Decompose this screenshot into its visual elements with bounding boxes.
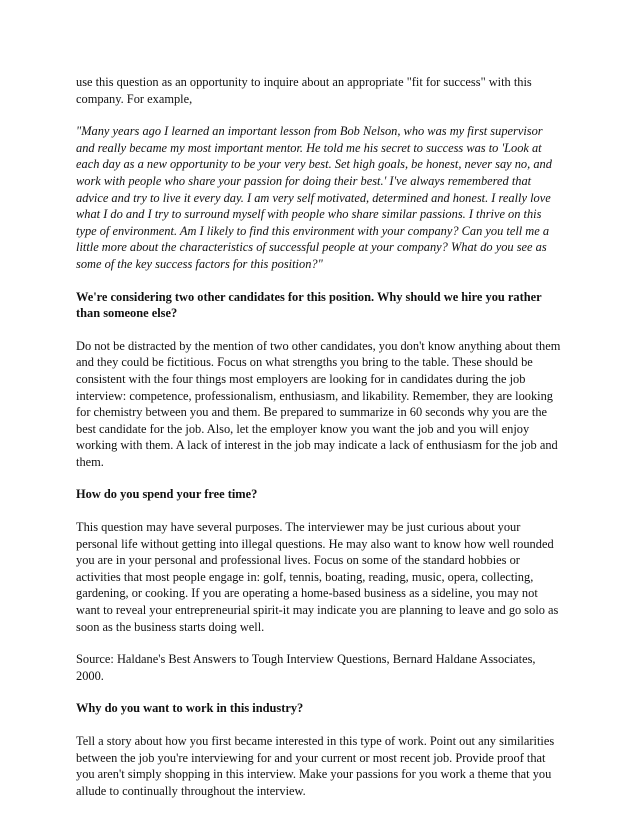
question-heading-other-candidates: We're considering two other candidates for this position. Why should we hire you rather than someone else? xyxy=(76,289,542,321)
question-heading-industry: Why do you want to work in this industry? xyxy=(76,701,304,716)
answer-paragraph-industry: Tell a story about how you first became interested in this type of work. Point out any similarities between the job you're interviewing for and your current or most recent job. Provide proof that you aren't simply shopping in this interview. Make your passions for you work a theme that you allude to continually throughout the interview. xyxy=(76,734,555,798)
answer-paragraph-free-time: This question may have several purposes. The interviewer may be just curious about your personal life without getting into illegal questions. He may also want to know how well rounded you are in your personal and professional lives. Focus on some of the standard hobbies or activities that most people engage in: golf, tennis, boating, reading, music, opera, collecting, gardening, or cooking. If you are operating a home-based business as a sideline, you may not want to reveal your entrepreneurial spirit-it may indicate you are planning to leave and go solo as soon as the business starts doing well. xyxy=(76,520,559,634)
document-page xyxy=(76,74,564,815)
example-quote-paragraph: "Many years ago I learned an important lesson from Bob Nelson, who was my first supervisor and really became my most important mentor. He told me his secret to success was to 'Look at each day as a new opportunity to be your very best. Set high goals, be honest, never say no, and work with people who share your passion for doing their best.' I've always remembered that advice and try to live it every day. I am very self motivated, determined and honest. I really love what I do and I try to surround myself with people who share similar passions. I thrive on this type of environment. Am I likely to find this environment with your company? Can you tell me a little more about the characteristics of successful people at your company? What do you see as some of the key success factors for this position?" xyxy=(76,124,552,271)
intro-paragraph: use this question as an opportunity to inquire about an appropriate "fit for success" with this company. For example, xyxy=(76,75,532,106)
source-citation-paragraph: Source: Haldane's Best Answers to Tough Interview Questions, Bernard Haldane Associates, 2000. xyxy=(76,652,536,683)
answer-paragraph-other-candidates: Do not be distracted by the mention of two other candidates, you don't know anything about them and they could be fictitious. Focus on what strengths you bring to the table. These should be consistent with the four things most employers are looking for in candidates during the job interview: competence, professionalism, enthusiasm, and likability. Remember, they are looking for chemistry between you and them. Be prepared to summarize in 60 seconds why you are the best candidate for the job. Also, let the employer know you want the job and you will enjoy working with them. A lack of interest in the job may indicate a lack of enthusiasm for the job and them. xyxy=(76,338,561,469)
question-heading-free-time: How do you spend your free time? xyxy=(76,487,258,502)
